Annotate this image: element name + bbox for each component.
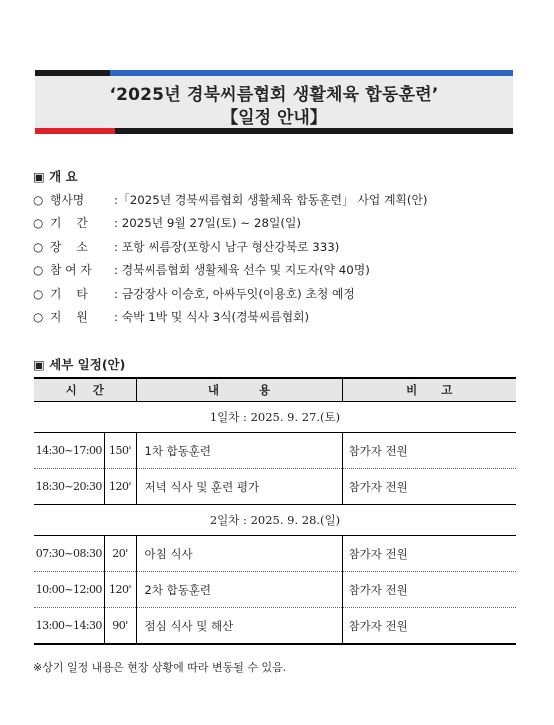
- overview-value: : 숙박 1박 및 식사 3식(경북씨름협회): [114, 309, 310, 324]
- schedule-table: [34, 377, 516, 645]
- circle-bullet-icon: ○: [33, 239, 44, 254]
- content-cell: 저녁 식사 및 훈련 평가: [136, 469, 342, 505]
- circle-bullet-icon: ○: [33, 286, 44, 301]
- overview-value: : 포항 씨름장(포항시 남구 형산강북로 333): [114, 239, 340, 254]
- column-header-time: 시 간: [34, 378, 136, 402]
- table-header-row: [34, 378, 516, 402]
- content-cell: 2차 합동훈련: [136, 572, 342, 608]
- overview-label: 기 타: [50, 286, 88, 301]
- overview-item: [33, 308, 427, 331]
- table-row: [34, 469, 516, 505]
- time-cell: 10:00~12:00: [34, 572, 104, 608]
- overview-label: 기 간: [50, 216, 88, 231]
- table-row: [34, 608, 516, 645]
- day-label: 1일차 : 2025. 9. 27.(토): [34, 402, 516, 433]
- footnote: ※상기 일정 내용은 현장 상황에 따라 변동될 수 있음.: [33, 661, 287, 674]
- overview-label: 참 여 자: [50, 263, 92, 278]
- time-cell: 13:00~14:30: [34, 608, 104, 645]
- document-title: ‘2025년 경북씨름협회 생활체육 합동훈련’: [109, 85, 439, 105]
- overview-value: :「2025년 경북씨름협회 생활체육 합동훈련」 사업 계획(안): [114, 193, 428, 207]
- column-header-content: 내 용: [136, 378, 342, 402]
- overview-item: [33, 191, 427, 214]
- content-cell: 아침 식사: [136, 536, 342, 572]
- day-row: [34, 505, 516, 536]
- duration-cell: 120': [104, 469, 136, 505]
- overview-label: 장 소: [50, 239, 88, 254]
- duration-cell: 90': [104, 608, 136, 645]
- banner-top-bar: [35, 70, 513, 76]
- circle-bullet-icon: ○: [33, 216, 44, 231]
- overview-value: : 2025년 9월 27일(토) ~ 28일(일): [114, 216, 301, 231]
- content-cell: 1차 합동훈련: [136, 433, 342, 469]
- note-cell: 참가자 전원: [342, 469, 516, 505]
- time-cell: 18:30~20:30: [34, 469, 104, 505]
- circle-bullet-icon: ○: [33, 263, 44, 278]
- day-label: 2일차 : 2025. 9. 28.(일): [34, 505, 516, 536]
- duration-cell: 150': [104, 433, 136, 469]
- column-header-note: 비 고: [342, 378, 516, 402]
- overview-label: 행사명: [50, 193, 85, 207]
- overview-heading: ▣ 개 요: [33, 169, 78, 184]
- note-cell: 참가자 전원: [342, 572, 516, 608]
- overview-value: : 경북씨름협회 생활체육 선수 및 지도자(약 40명): [114, 263, 370, 278]
- table-row: [34, 433, 516, 469]
- day-row: [34, 402, 516, 433]
- circle-bullet-icon: ○: [33, 309, 44, 324]
- time-cell: 07:30~08:30: [34, 536, 104, 572]
- overview-label: 지 원: [50, 309, 88, 324]
- note-cell: 참가자 전원: [342, 433, 516, 469]
- table-row: [34, 536, 516, 572]
- duration-cell: 20': [104, 536, 136, 572]
- content-cell: 점심 식사 및 해산: [136, 608, 342, 645]
- overview-item: [33, 261, 427, 284]
- circle-bullet-icon: ○: [33, 193, 44, 207]
- duration-cell: 120': [104, 572, 136, 608]
- note-cell: 참가자 전원: [342, 536, 516, 572]
- schedule-heading: ▣ 세부 일정(안): [33, 357, 126, 372]
- overview-item: [33, 214, 427, 237]
- table-row: [34, 572, 516, 608]
- banner-bottom-bar: [35, 128, 513, 134]
- time-cell: 14:30~17:00: [34, 433, 104, 469]
- overview-item: [33, 238, 427, 261]
- overview-item: [33, 285, 427, 308]
- banner-bottom-bar-dark: [115, 128, 513, 134]
- note-cell: 참가자 전원: [342, 608, 516, 645]
- overview-value: : 금강장사 이승호, 아싸두잇(이용호) 초청 예정: [114, 286, 355, 301]
- document-subtitle: 【일정 안내】: [221, 108, 327, 128]
- banner-top-bar-blue: [110, 70, 513, 76]
- banner-top-bar-dark: [35, 70, 110, 76]
- overview-list: [33, 191, 427, 331]
- banner-bottom-bar-red: [35, 128, 115, 134]
